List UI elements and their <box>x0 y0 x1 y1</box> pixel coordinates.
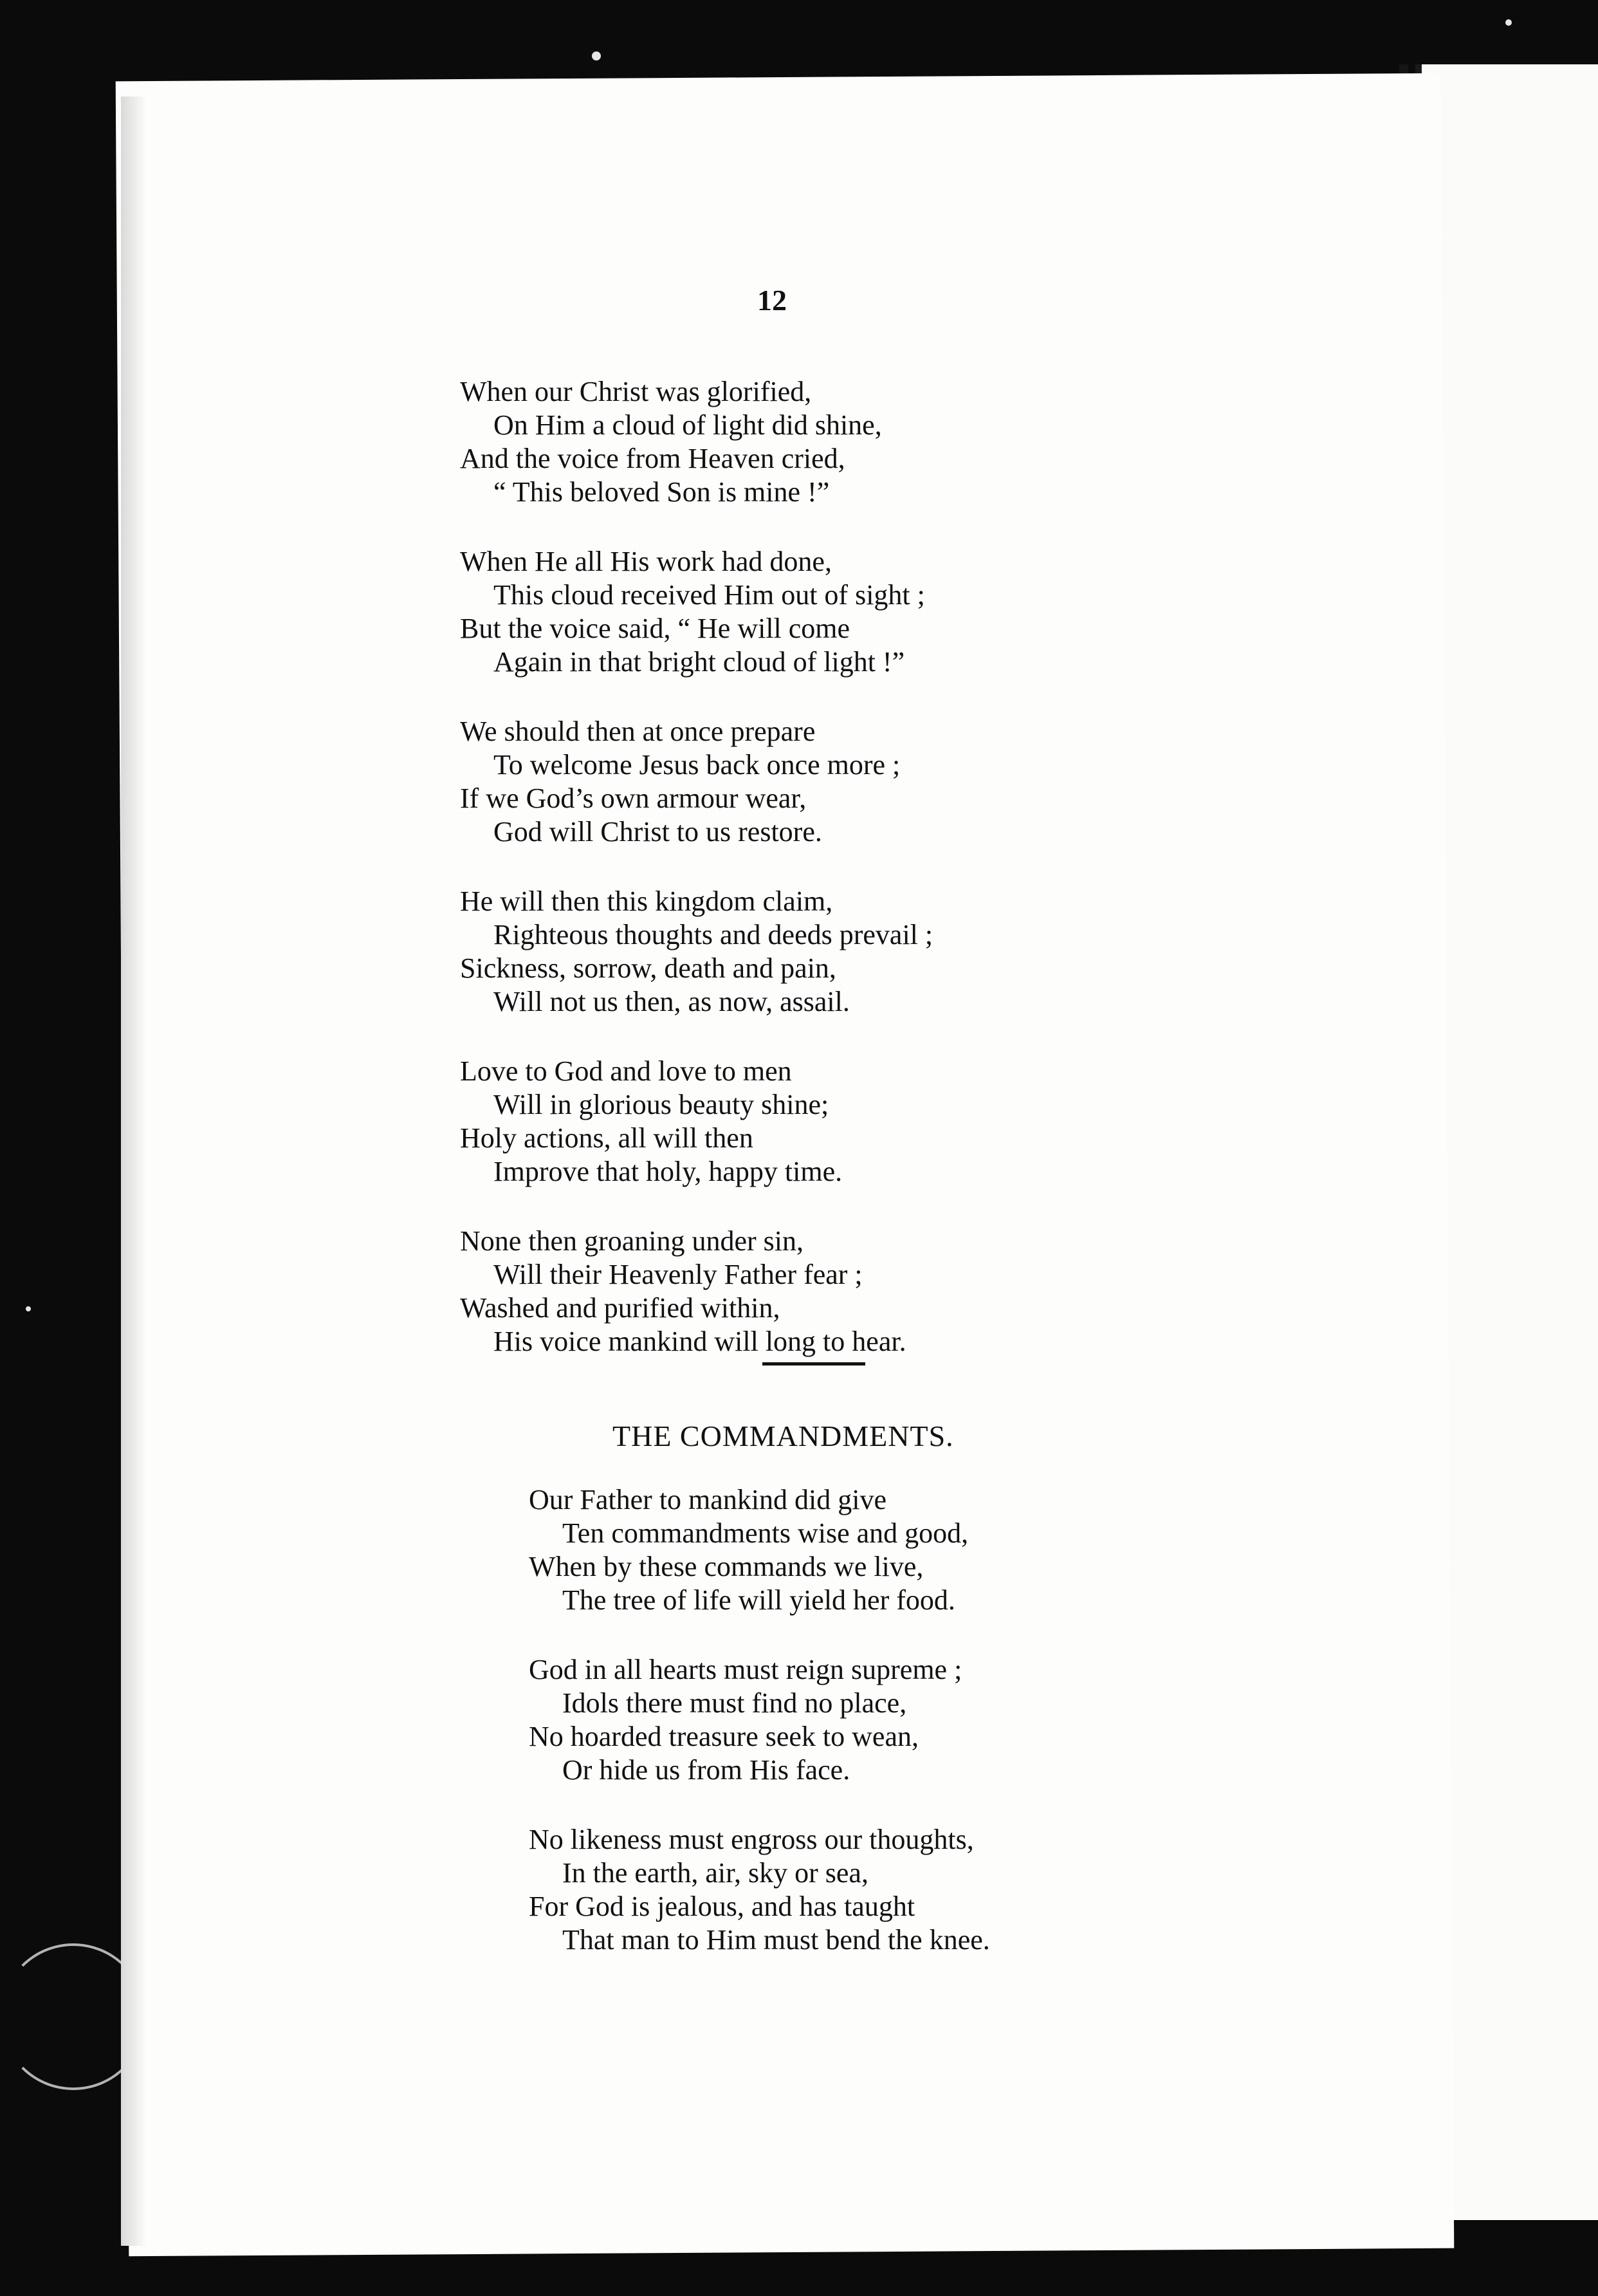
verse-line: Righteous thoughts and deeds prevail ; <box>493 919 933 950</box>
poem-block <box>460 375 933 1394</box>
section-divider <box>762 1362 865 1366</box>
verse-line: Holy actions, all will then <box>460 1122 753 1154</box>
verse-line: But the voice said, “ He will come <box>460 613 850 644</box>
verse-line: That man to Him must bend the knee. <box>562 1924 990 1956</box>
stanza <box>529 1823 990 1957</box>
verse-line: If we God’s own armour wear, <box>460 782 807 814</box>
verse-line: Or hide us from His face. <box>562 1754 850 1786</box>
verse-line: To welcome Jesus back once more ; <box>493 749 901 781</box>
dust-speck <box>1505 19 1512 26</box>
stanza <box>460 375 933 509</box>
verse-line: No hoarded treasure seek to wean, <box>529 1721 919 1752</box>
page-edge-shadow <box>121 97 147 2246</box>
stanza <box>460 1055 933 1189</box>
verse-line: Washed and purified within, <box>460 1292 780 1324</box>
verse-line: For God is jealous, and has taught <box>529 1891 915 1922</box>
verse-line: On Him a cloud of light did shine, <box>493 409 882 441</box>
verse-line: God in all hearts must reign supreme ; <box>529 1654 962 1685</box>
stanza <box>529 1483 990 1617</box>
verse-line: Will not us then, as now, assail. <box>493 986 850 1017</box>
verse-line: None then groaning under sin, <box>460 1225 804 1257</box>
verse-line: Love to God and love to men <box>460 1055 792 1087</box>
poem-block <box>529 1483 990 1993</box>
verse-line: Will in glorious beauty shine; <box>493 1089 829 1120</box>
dust-speck <box>592 51 601 60</box>
verse-line: He will then this kingdom claim, <box>460 885 833 917</box>
verse-line: Ten commandments wise and good, <box>562 1517 969 1549</box>
verse-line: Will their Heavenly Father fear ; <box>493 1259 863 1290</box>
verse-line: Again in that bright cloud of light !” <box>493 646 905 678</box>
verse-line: His voice mankind will long to hear. <box>493 1326 906 1357</box>
verse-line: When our Christ was glorified, <box>460 376 812 407</box>
verse-line: “ This beloved Son is mine !” <box>493 476 830 508</box>
verse-line: This cloud received Him out of sight ; <box>493 579 925 611</box>
verse-line: No likeness must engross our thoughts, <box>529 1824 974 1855</box>
stanza <box>529 1653 990 1787</box>
stanza <box>460 545 933 679</box>
page-number: 12 <box>757 284 787 317</box>
verse-line: We should then at once prepare <box>460 716 816 747</box>
verse-line: And the voice from Heaven cried, <box>460 443 845 474</box>
verse-line: In the earth, air, sky or sea, <box>562 1857 868 1889</box>
dust-speck <box>26 1306 31 1311</box>
stanza <box>460 1225 933 1358</box>
verse-line: The tree of life will yield her food. <box>562 1584 955 1616</box>
verse-line: Our Father to mankind did give <box>529 1484 887 1515</box>
verse-line: Sickness, sorrow, death and pain, <box>460 952 836 984</box>
verse-line: When He all His work had done, <box>460 546 832 577</box>
verse-line: Improve that holy, happy time. <box>493 1156 843 1187</box>
verse-line: God will Christ to us restore. <box>493 816 822 847</box>
section-title: THE COMMANDMENTS. <box>612 1420 954 1452</box>
verse-line: When by these commands we live, <box>529 1551 924 1582</box>
stanza <box>460 715 933 849</box>
verse-line: Idols there must find no place, <box>562 1687 907 1719</box>
stanza <box>460 885 933 1019</box>
